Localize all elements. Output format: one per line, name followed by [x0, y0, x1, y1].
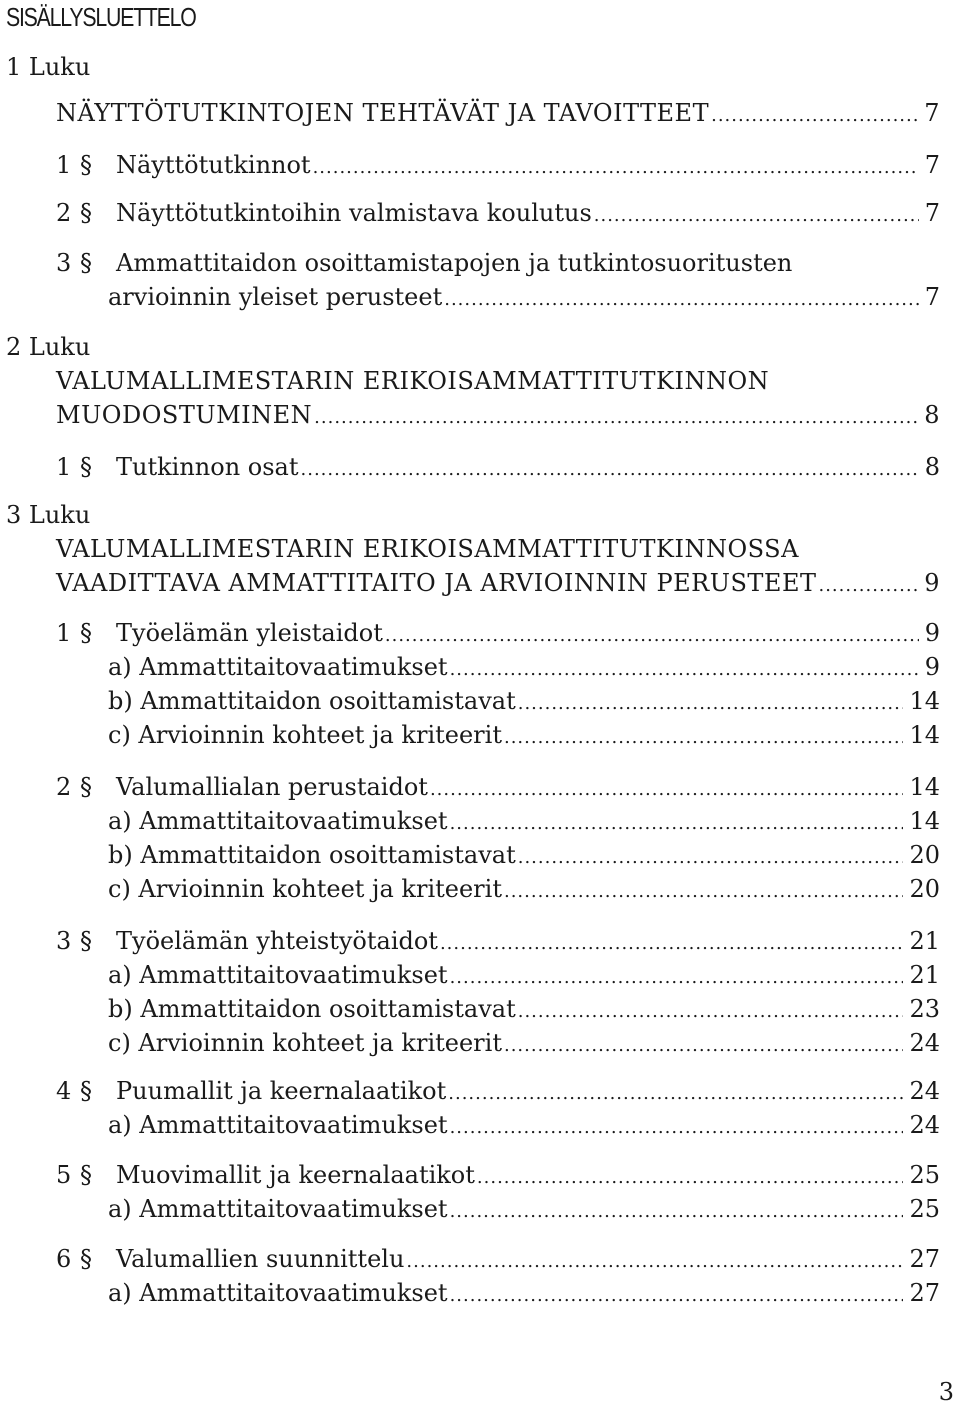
- entry-label: [56, 1244, 404, 1274]
- leader-dots: [406, 1247, 903, 1277]
- toc-section-entry[interactable]: [56, 772, 940, 805]
- page-ref: 7: [924, 199, 940, 227]
- toc-title: SISÄLLYSLUETTELO: [6, 2, 196, 32]
- chapter-2-heading-line1: VALUMALLIMESTARIN ERIKOISAMMATTITUTKINNON: [56, 367, 770, 395]
- entry-text: Muovimallit ja keernalaatikot: [116, 1161, 475, 1189]
- leader-dots: [477, 1163, 904, 1193]
- chapter-1-label: 1 Luku: [6, 53, 91, 81]
- entry-text: a) Ammattitaitovaatimukset: [108, 1195, 448, 1223]
- page-ref: 9: [924, 619, 940, 647]
- section-number: 1: [56, 151, 72, 179]
- toc-subentry[interactable]: [108, 686, 940, 719]
- entry-text: Ammattitaidon osoittamistapojen ja tutkintosuoritusten: [116, 249, 793, 277]
- section-number: 2: [56, 199, 72, 227]
- section-number: 4: [56, 1077, 72, 1105]
- toc-section-entry[interactable]: [56, 926, 940, 959]
- page-ref: 14: [909, 773, 940, 801]
- section-number: 2: [56, 773, 72, 801]
- toc-subentry[interactable]: [108, 960, 940, 993]
- page-ref: 14: [909, 721, 940, 749]
- entry-text: a) Ammattitaitovaatimukset: [108, 1111, 448, 1139]
- page-ref: 7: [924, 151, 940, 179]
- page-ref: 24: [909, 1077, 940, 1105]
- section-number: 3: [56, 927, 72, 955]
- toc-subentry[interactable]: [108, 1028, 940, 1061]
- section-sign: §: [80, 1077, 92, 1105]
- entry-text: Tutkinnon osat: [116, 453, 299, 481]
- toc-subentry[interactable]: [108, 1278, 940, 1311]
- toc-entry[interactable]: [56, 452, 940, 485]
- chapter-heading-text: NÄYTTÖTUTKINTOJEN TEHTÄVÄT JA TAVOITTEET: [56, 99, 710, 127]
- entry-text: c) Arvioinnin kohteet ja kriteerit: [108, 875, 502, 903]
- page-ref: 27: [909, 1245, 940, 1273]
- entry-text: c) Arvioinnin kohteet ja kriteerit: [108, 721, 502, 749]
- leader-dots: [450, 963, 904, 993]
- page-ref: 8: [924, 453, 940, 481]
- entry-label: [56, 926, 438, 956]
- leader-dots: [450, 1113, 904, 1143]
- chapter-heading-text: VAADITTAVA AMMATTITAITO JA ARVIOINNIN PERUSTEET: [56, 569, 817, 597]
- page-ref: 24: [909, 1111, 940, 1139]
- page-ref: 20: [909, 841, 940, 869]
- leader-dots: [450, 655, 919, 685]
- entry-text: Valumallialan perustaidot: [116, 773, 428, 801]
- leader-dots: [440, 929, 904, 959]
- section-sign: §: [80, 249, 92, 277]
- page-ref: 23: [909, 995, 940, 1023]
- toc-subentry[interactable]: [108, 1110, 940, 1143]
- page-ref: 25: [909, 1195, 940, 1223]
- leader-dots: [444, 285, 918, 315]
- toc-entry[interactable]: [56, 150, 940, 183]
- leader-dots: [504, 1031, 903, 1061]
- toc-entry-line1[interactable]: [56, 248, 792, 278]
- section-sign: §: [80, 1245, 92, 1273]
- leader-dots: [594, 201, 919, 231]
- toc-section-entry[interactable]: [56, 1076, 940, 1109]
- entry-text: b) Ammattitaidon osoittamistavat: [108, 995, 516, 1023]
- leader-dots: [450, 1281, 904, 1311]
- entry-text: b) Ammattitaidon osoittamistavat: [108, 841, 516, 869]
- entry-text: Valumallien suunnittelu: [116, 1245, 405, 1273]
- leader-dots: [448, 1079, 903, 1109]
- toc-section-entry[interactable]: [56, 1244, 940, 1277]
- leader-dots: [518, 997, 904, 1027]
- section-sign: §: [80, 1161, 92, 1189]
- entry-label: [56, 1076, 446, 1106]
- leader-dots: [711, 101, 918, 131]
- leader-dots: [504, 877, 903, 907]
- toc-subentry[interactable]: [108, 840, 940, 873]
- page-ref: 9: [924, 569, 940, 597]
- page-ref: 7: [924, 283, 940, 311]
- page-ref: 25: [909, 1161, 940, 1189]
- page-ref: 9: [924, 653, 940, 681]
- entry-label: [56, 618, 383, 648]
- entry-text: b) Ammattitaidon osoittamistavat: [108, 687, 516, 715]
- chapter-2-heading[interactable]: [56, 400, 940, 433]
- chapter-heading-text: MUODOSTUMINEN: [56, 401, 313, 429]
- leader-dots: [450, 1197, 904, 1227]
- toc-section-entry[interactable]: [56, 1160, 940, 1193]
- section-number: 5: [56, 1161, 72, 1189]
- toc-subentry[interactable]: [108, 1194, 940, 1227]
- leader-dots: [450, 809, 904, 839]
- entry-label: [56, 772, 428, 802]
- page-ref: 7: [924, 99, 940, 127]
- leader-dots: [301, 455, 919, 485]
- section-sign: §: [80, 453, 92, 481]
- leader-dots: [504, 723, 903, 753]
- entry-text: a) Ammattitaitovaatimukset: [108, 807, 448, 835]
- entry-text: Puumallit ja keernalaatikot: [116, 1077, 447, 1105]
- section-number: 1: [56, 453, 72, 481]
- page-ref: 24: [909, 1029, 940, 1057]
- leader-dots: [818, 571, 918, 601]
- toc-entry-line2[interactable]: [108, 282, 940, 315]
- page-ref: 20: [909, 875, 940, 903]
- chapter-1-heading[interactable]: [56, 98, 940, 131]
- section-number: 3: [56, 249, 72, 277]
- leader-dots: [313, 153, 919, 183]
- page-ref: 21: [909, 927, 940, 955]
- entry-text: Työelämän yhteistyötaidot: [116, 927, 438, 955]
- leader-dots: [518, 843, 904, 873]
- entry-text: a) Ammattitaitovaatimukset: [108, 961, 448, 989]
- toc-subentry[interactable]: [108, 720, 940, 753]
- section-sign: §: [80, 927, 92, 955]
- entry-text: a) Ammattitaitovaatimukset: [108, 653, 448, 681]
- entry-text: a) Ammattitaitovaatimukset: [108, 1279, 448, 1307]
- section-number: 6: [56, 1245, 72, 1273]
- entry-label: [56, 1160, 475, 1190]
- entry-text: Näyttötutkintoihin valmistava koulutus: [116, 199, 592, 227]
- toc-entry[interactable]: [56, 198, 940, 231]
- leader-dots: [430, 775, 904, 805]
- chapter-3-heading[interactable]: [56, 568, 940, 601]
- leader-dots: [385, 621, 919, 651]
- toc-subentry[interactable]: [108, 652, 940, 685]
- section-sign: §: [80, 199, 92, 227]
- section-sign: §: [80, 151, 92, 179]
- page-ref: 21: [909, 961, 940, 989]
- toc-subentry[interactable]: [108, 994, 940, 1027]
- section-number: 1: [56, 619, 72, 647]
- leader-dots: [518, 689, 904, 719]
- chapter-3-heading-line1: VALUMALLIMESTARIN ERIKOISAMMATTITUTKINNOSSA: [56, 535, 799, 563]
- toc-subentry[interactable]: [108, 874, 940, 907]
- page-ref: 14: [909, 687, 940, 715]
- entry-text: arvioinnin yleiset perusteet: [108, 283, 443, 311]
- leader-dots: [314, 403, 918, 433]
- entry-text: c) Arvioinnin kohteet ja kriteerit: [108, 1029, 502, 1057]
- entry-text: Työelämän yleistaidot: [116, 619, 383, 647]
- toc-section-entry[interactable]: [56, 618, 940, 651]
- page-ref: 27: [909, 1279, 940, 1307]
- chapter-2-label: 2 Luku: [6, 333, 91, 361]
- page-number: 3: [938, 1378, 954, 1406]
- toc-subentry[interactable]: [108, 806, 940, 839]
- section-sign: §: [80, 619, 92, 647]
- section-sign: §: [80, 773, 92, 801]
- page-ref: 14: [909, 807, 940, 835]
- entry-text: Näyttötutkinnot: [116, 151, 311, 179]
- chapter-3-label: 3 Luku: [6, 501, 91, 529]
- page-ref: 8: [924, 401, 940, 429]
